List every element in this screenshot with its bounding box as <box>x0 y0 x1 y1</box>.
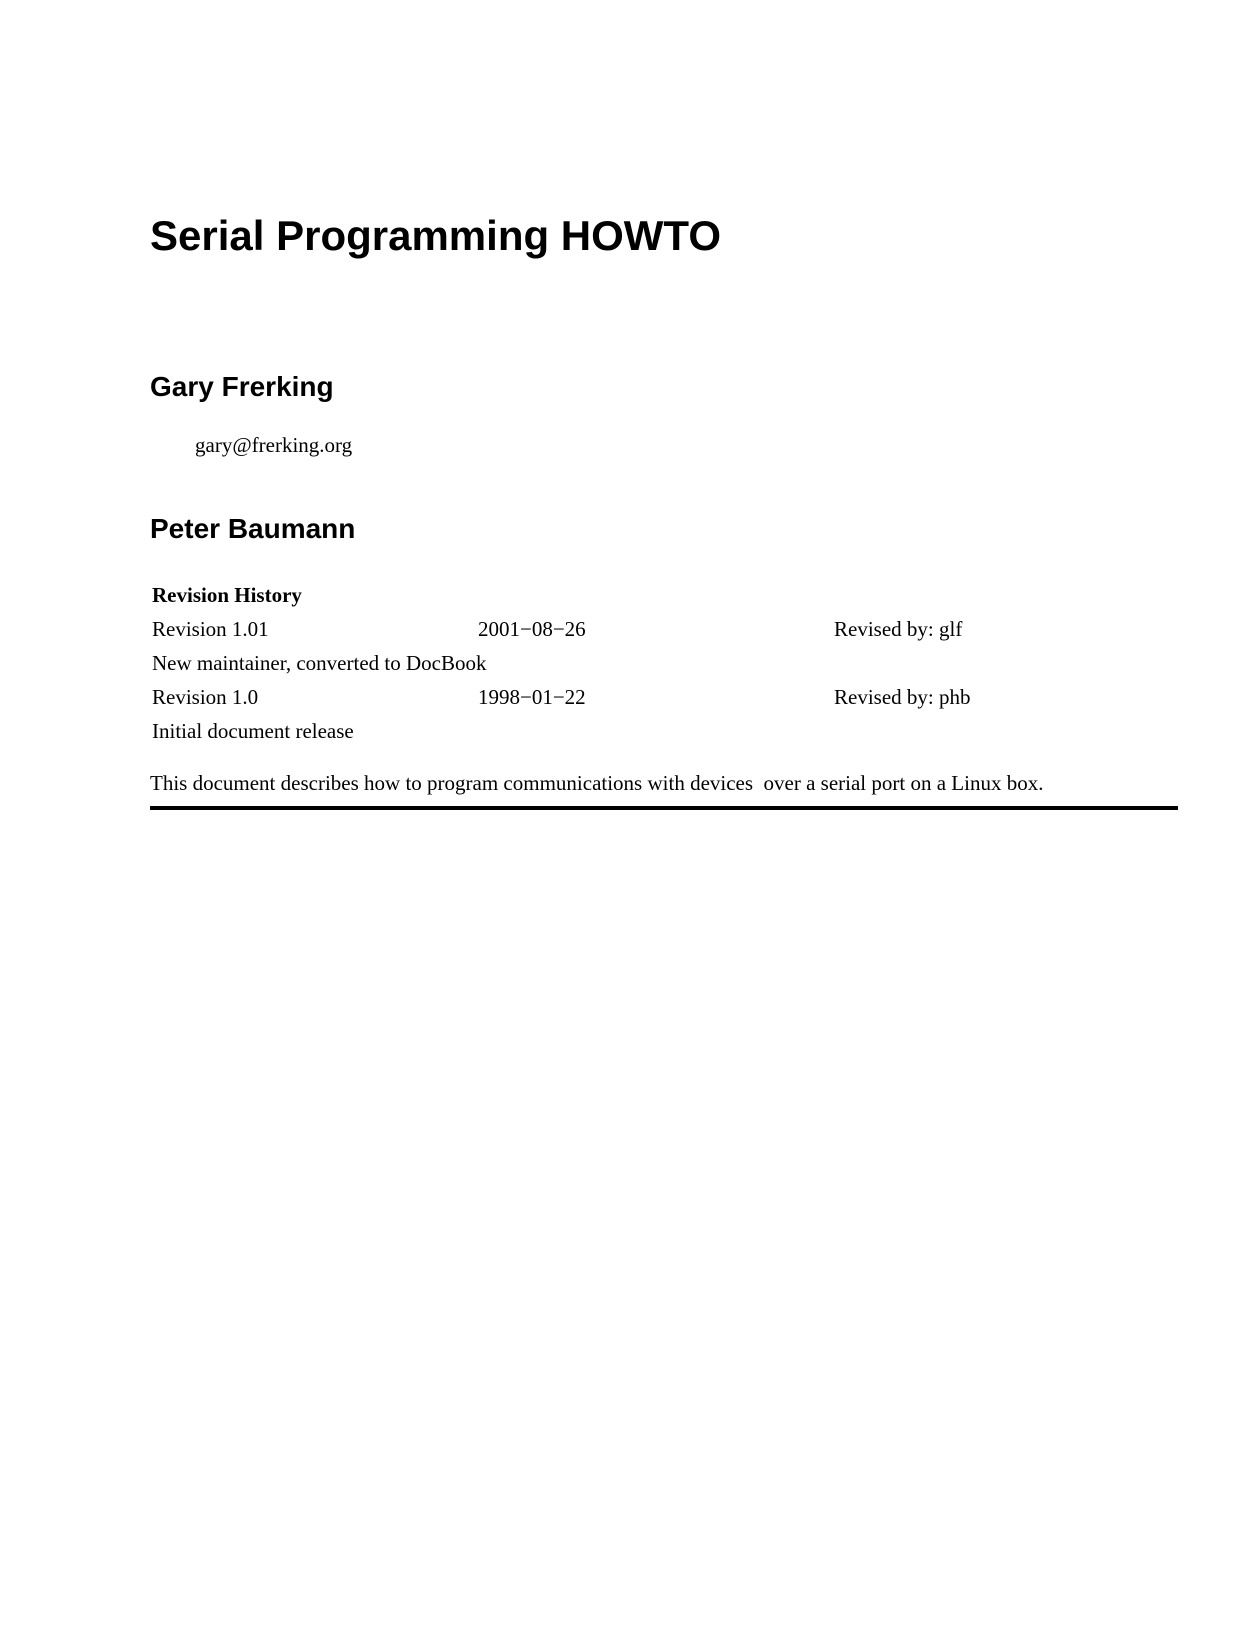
revision-row <box>152 680 1152 714</box>
abstract-text: This document describes how to program communications with devices over a serial port on a Linux box. <box>150 771 1044 795</box>
document-title: Serial Programming HOWTO <box>150 212 721 259</box>
revision-history-table <box>152 578 1152 748</box>
revision-number: Revision 1.01 <box>152 617 269 641</box>
revision-author: Revised by: phb <box>834 685 971 709</box>
revision-date: 1998−01−22 <box>478 685 586 709</box>
revision-number: Revision 1.0 <box>152 685 259 709</box>
revision-note: Initial document release <box>152 719 354 743</box>
revision-row <box>152 612 1152 646</box>
author-name-gary-frerking: Gary Frerking <box>150 371 334 402</box>
revision-author: Revised by: glf <box>834 617 963 641</box>
revision-history-heading: Revision History <box>152 583 302 607</box>
author-name-peter-baumann: Peter Baumann <box>150 513 356 544</box>
revision-note: New maintainer, converted to DocBook <box>152 651 487 675</box>
author-email: gary@frerking.org <box>195 433 353 457</box>
revision-date: 2001−08−26 <box>478 617 586 641</box>
horizontal-rule-divider <box>150 806 1178 810</box>
